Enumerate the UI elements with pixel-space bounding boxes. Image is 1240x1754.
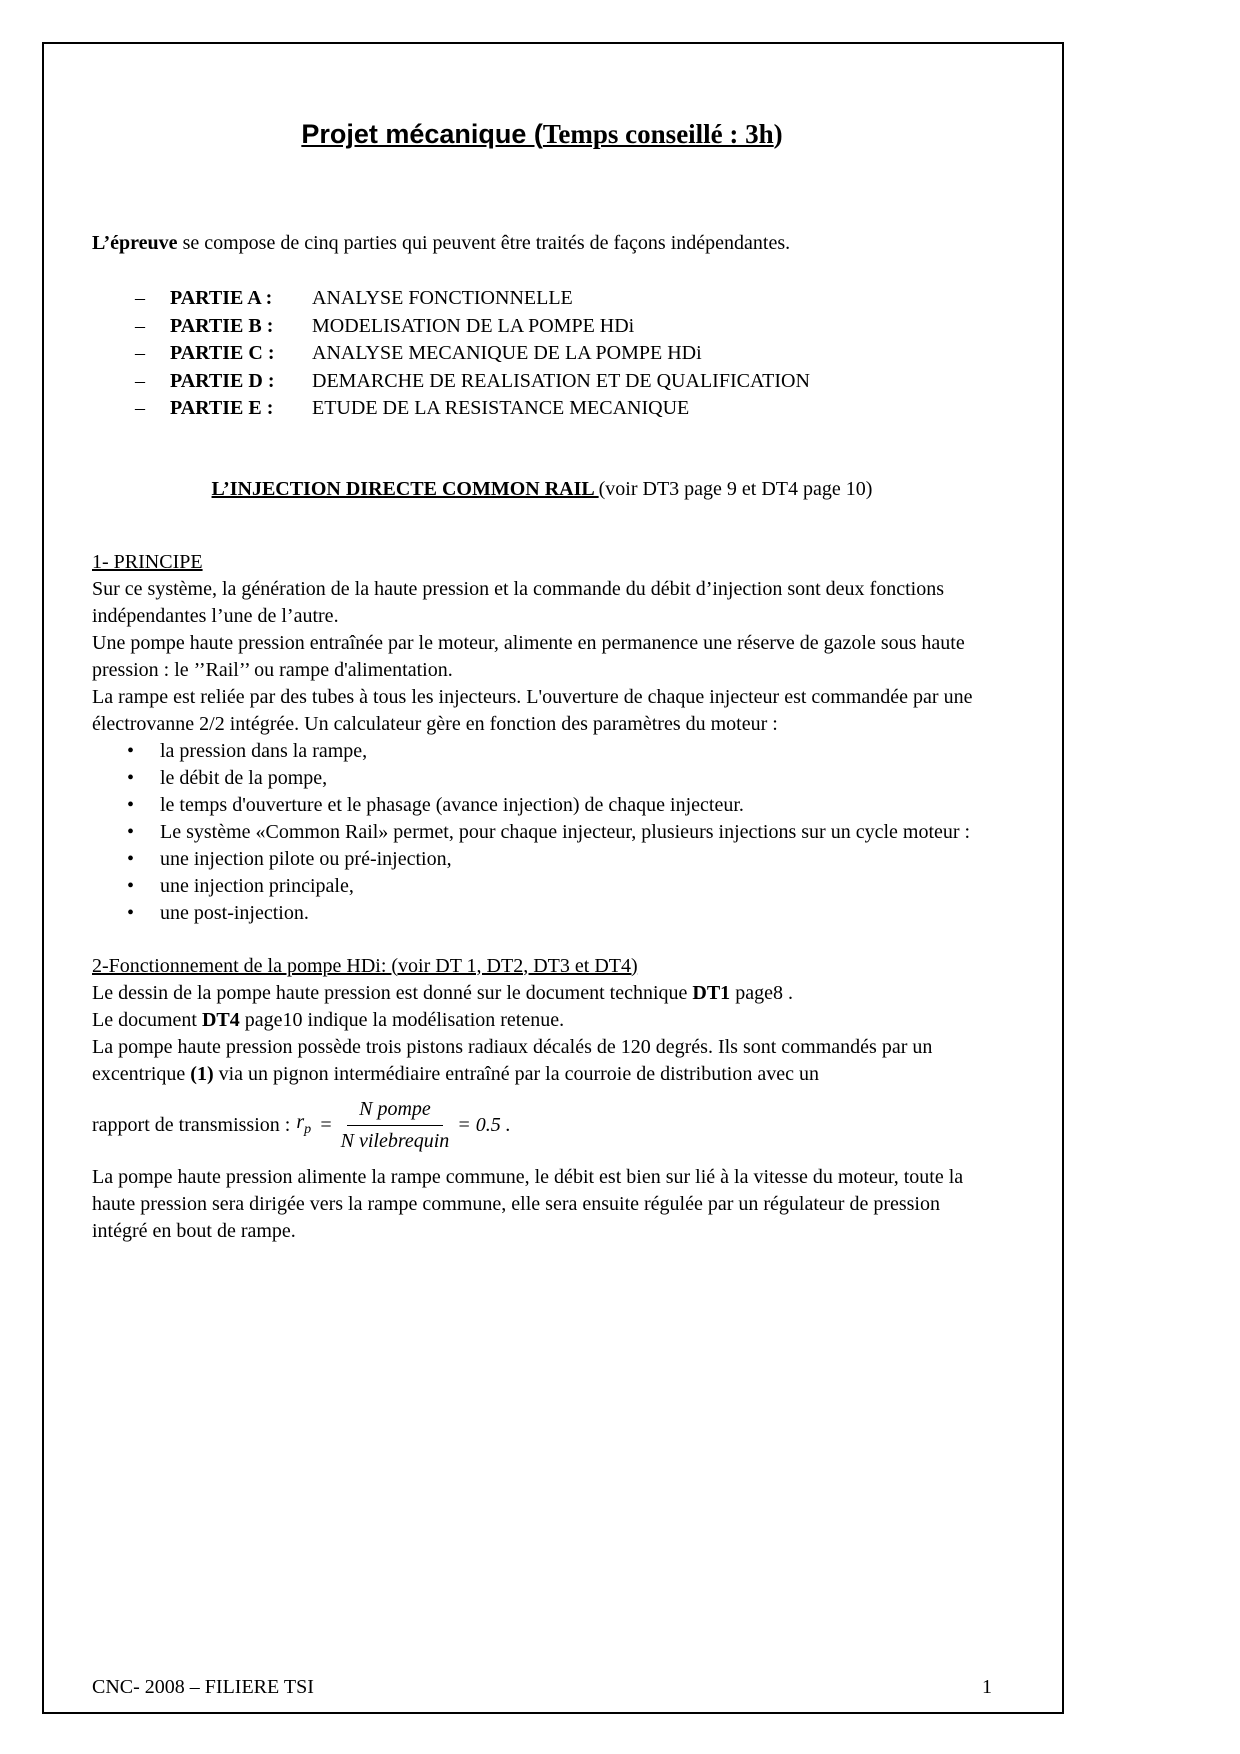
fraction xyxy=(341,1096,450,1155)
list-item xyxy=(92,819,992,846)
dash-icon: – xyxy=(135,342,145,364)
section-fonctionnement xyxy=(92,953,992,1245)
fraction-denominator: N vilebrequin xyxy=(340,1130,450,1152)
formula-result: = 0.5 . xyxy=(457,1114,511,1136)
title-time: Temps conseillé : 3h xyxy=(542,119,774,149)
equals-sign: = xyxy=(319,1114,333,1136)
text-run: Le document xyxy=(92,1008,202,1031)
part-text: ANALYSE FONCTIONNELLE xyxy=(312,287,573,309)
bullet-text: une injection pilote ou pré-injection, xyxy=(160,847,452,870)
bullet-text: le débit de la pompe, xyxy=(160,766,328,789)
part-label: PARTIE E : xyxy=(170,397,274,419)
intro-rest: se compose de cinq parties qui peuvent être traités de façons indépendantes. xyxy=(177,232,791,254)
formula-prefix: rapport de transmission : xyxy=(92,1114,291,1136)
bullet-text: une post-injection. xyxy=(160,901,309,924)
section2-heading: 2-Fonctionnement de la pompe HDi: (voir DT 1, DT2, DT3 et DT4) xyxy=(92,954,638,977)
bullet-icon: • xyxy=(127,820,135,843)
text-run: page8 . xyxy=(730,981,793,1004)
bullet-text: Le système «Common Rail» permet, pour chaque injecteur, plusieurs injections sur un cycle moteur : xyxy=(160,820,971,843)
part-text: DEMARCHE DE REALISATION ET DE QUALIFICATION xyxy=(312,369,810,392)
subject-heading-main: L’INJECTION DIRECTE COMMON RAIL xyxy=(211,477,599,500)
text-run: via un pignon intermédiaire entraîné par la courroie de distribution avec un xyxy=(213,1062,819,1085)
footer-text: CNC- 2008 – FILIERE TSI xyxy=(92,1676,314,1698)
list-item xyxy=(92,313,992,341)
part-text: MODELISATION DE LA POMPE HDi xyxy=(312,314,635,337)
paragraph xyxy=(92,1034,992,1088)
paragraph xyxy=(92,980,992,1007)
list-item xyxy=(92,873,992,900)
paragraph: La rampe est reliée par des tubes à tous les injecteurs. L'ouverture de chaque injecteur est commandée par une électrovanne 2/2 intégrée. Un calculateur gère en fonction des paramètres du moteur : xyxy=(92,685,973,735)
list-item xyxy=(92,395,992,423)
dash-icon: – xyxy=(135,369,145,392)
formula-math xyxy=(296,1096,518,1155)
bullet-icon: • xyxy=(127,874,135,897)
text-run: La pompe haute pression possède trois pistons radiaux décalés de 120 degrés. Ils sont commandés par un excentrique xyxy=(92,1035,933,1085)
dash-icon: – xyxy=(135,397,145,419)
fraction-numerator: N pompe xyxy=(347,1096,443,1126)
bullet-icon: • xyxy=(127,793,135,816)
text-run: page10 indique la modélisation retenue. xyxy=(239,1008,565,1031)
part-label: PARTIE A : xyxy=(170,287,273,309)
subject-heading xyxy=(92,475,992,503)
paragraph: Sur ce système, la génération de la haute pression et la commande du débit d’injection sont deux fonctions indépendantes l’une de l’autre. xyxy=(92,577,944,627)
dash-icon: – xyxy=(135,287,145,309)
part-text: ETUDE DE LA RESISTANCE MECANIQUE xyxy=(312,397,690,419)
title-close-paren: ) xyxy=(773,119,783,149)
part-label: PARTIE C : xyxy=(170,342,275,364)
formula-variable: $r_p$ xyxy=(296,1110,312,1137)
bullet-icon: • xyxy=(127,739,135,762)
list-item xyxy=(92,846,992,873)
parts-list xyxy=(92,285,992,423)
section1-heading: 1- PRINCIPE xyxy=(92,550,203,573)
part-label: PARTIE D : xyxy=(170,369,275,392)
text-run: Le dessin de la pompe haute pression est donné sur le document technique xyxy=(92,981,693,1004)
list-item xyxy=(92,285,992,313)
part-label: PARTIE B : xyxy=(170,314,274,337)
formula-subscript: p xyxy=(304,1121,312,1137)
dash-icon: – xyxy=(135,314,145,337)
list-item xyxy=(92,738,992,765)
bullet-text: le temps d'ouverture et le phasage (avance injection) de chaque injecteur. xyxy=(160,793,744,816)
bullet-text: la pression dans la rampe, xyxy=(160,739,368,762)
bullet-icon: • xyxy=(127,847,135,870)
dt4-reference: DT4 xyxy=(201,1008,240,1031)
list-item xyxy=(92,900,992,927)
bullet-text: une injection principale, xyxy=(160,874,354,897)
bullet-list xyxy=(92,738,992,927)
paragraph: Une pompe haute pression entraînée par le moteur, alimente en permanence une réserve de gazole sous haute pression : le ’’Rail’’ ou rampe d'alimentation. xyxy=(92,631,965,681)
paragraph xyxy=(92,1007,992,1034)
document-title xyxy=(92,118,992,150)
list-item xyxy=(92,765,992,792)
intro-bold: L’épreuve xyxy=(92,232,178,254)
dt1-reference: DT1 xyxy=(692,981,731,1004)
intro-paragraph xyxy=(92,230,992,257)
title-main: Projet mécanique ( xyxy=(301,119,543,149)
page-number: 1 xyxy=(982,1676,992,1698)
page-footer xyxy=(92,1674,992,1700)
bullet-icon: • xyxy=(127,901,135,924)
list-item xyxy=(92,340,992,368)
part-number-reference: (1) xyxy=(190,1062,214,1085)
subject-heading-ref: (voir DT3 page 9 et DT4 page 10) xyxy=(598,477,873,500)
transmission-ratio-formula xyxy=(92,1094,992,1158)
paragraph: La pompe haute pression alimente la rampe commune, le débit est bien sur lié à la vitesse du moteur, toute la haute pression sera dirigée vers la rampe commune, elle sera ensuite régulée par un régulateur de pression intégré en bout de rampe. xyxy=(92,1165,964,1242)
list-item xyxy=(92,368,992,396)
section-principe xyxy=(92,549,992,927)
part-text: ANALYSE MECANIQUE DE LA POMPE HDi xyxy=(312,342,702,364)
page-frame xyxy=(42,42,1064,1714)
list-item xyxy=(92,792,992,819)
bullet-icon: • xyxy=(127,766,135,789)
